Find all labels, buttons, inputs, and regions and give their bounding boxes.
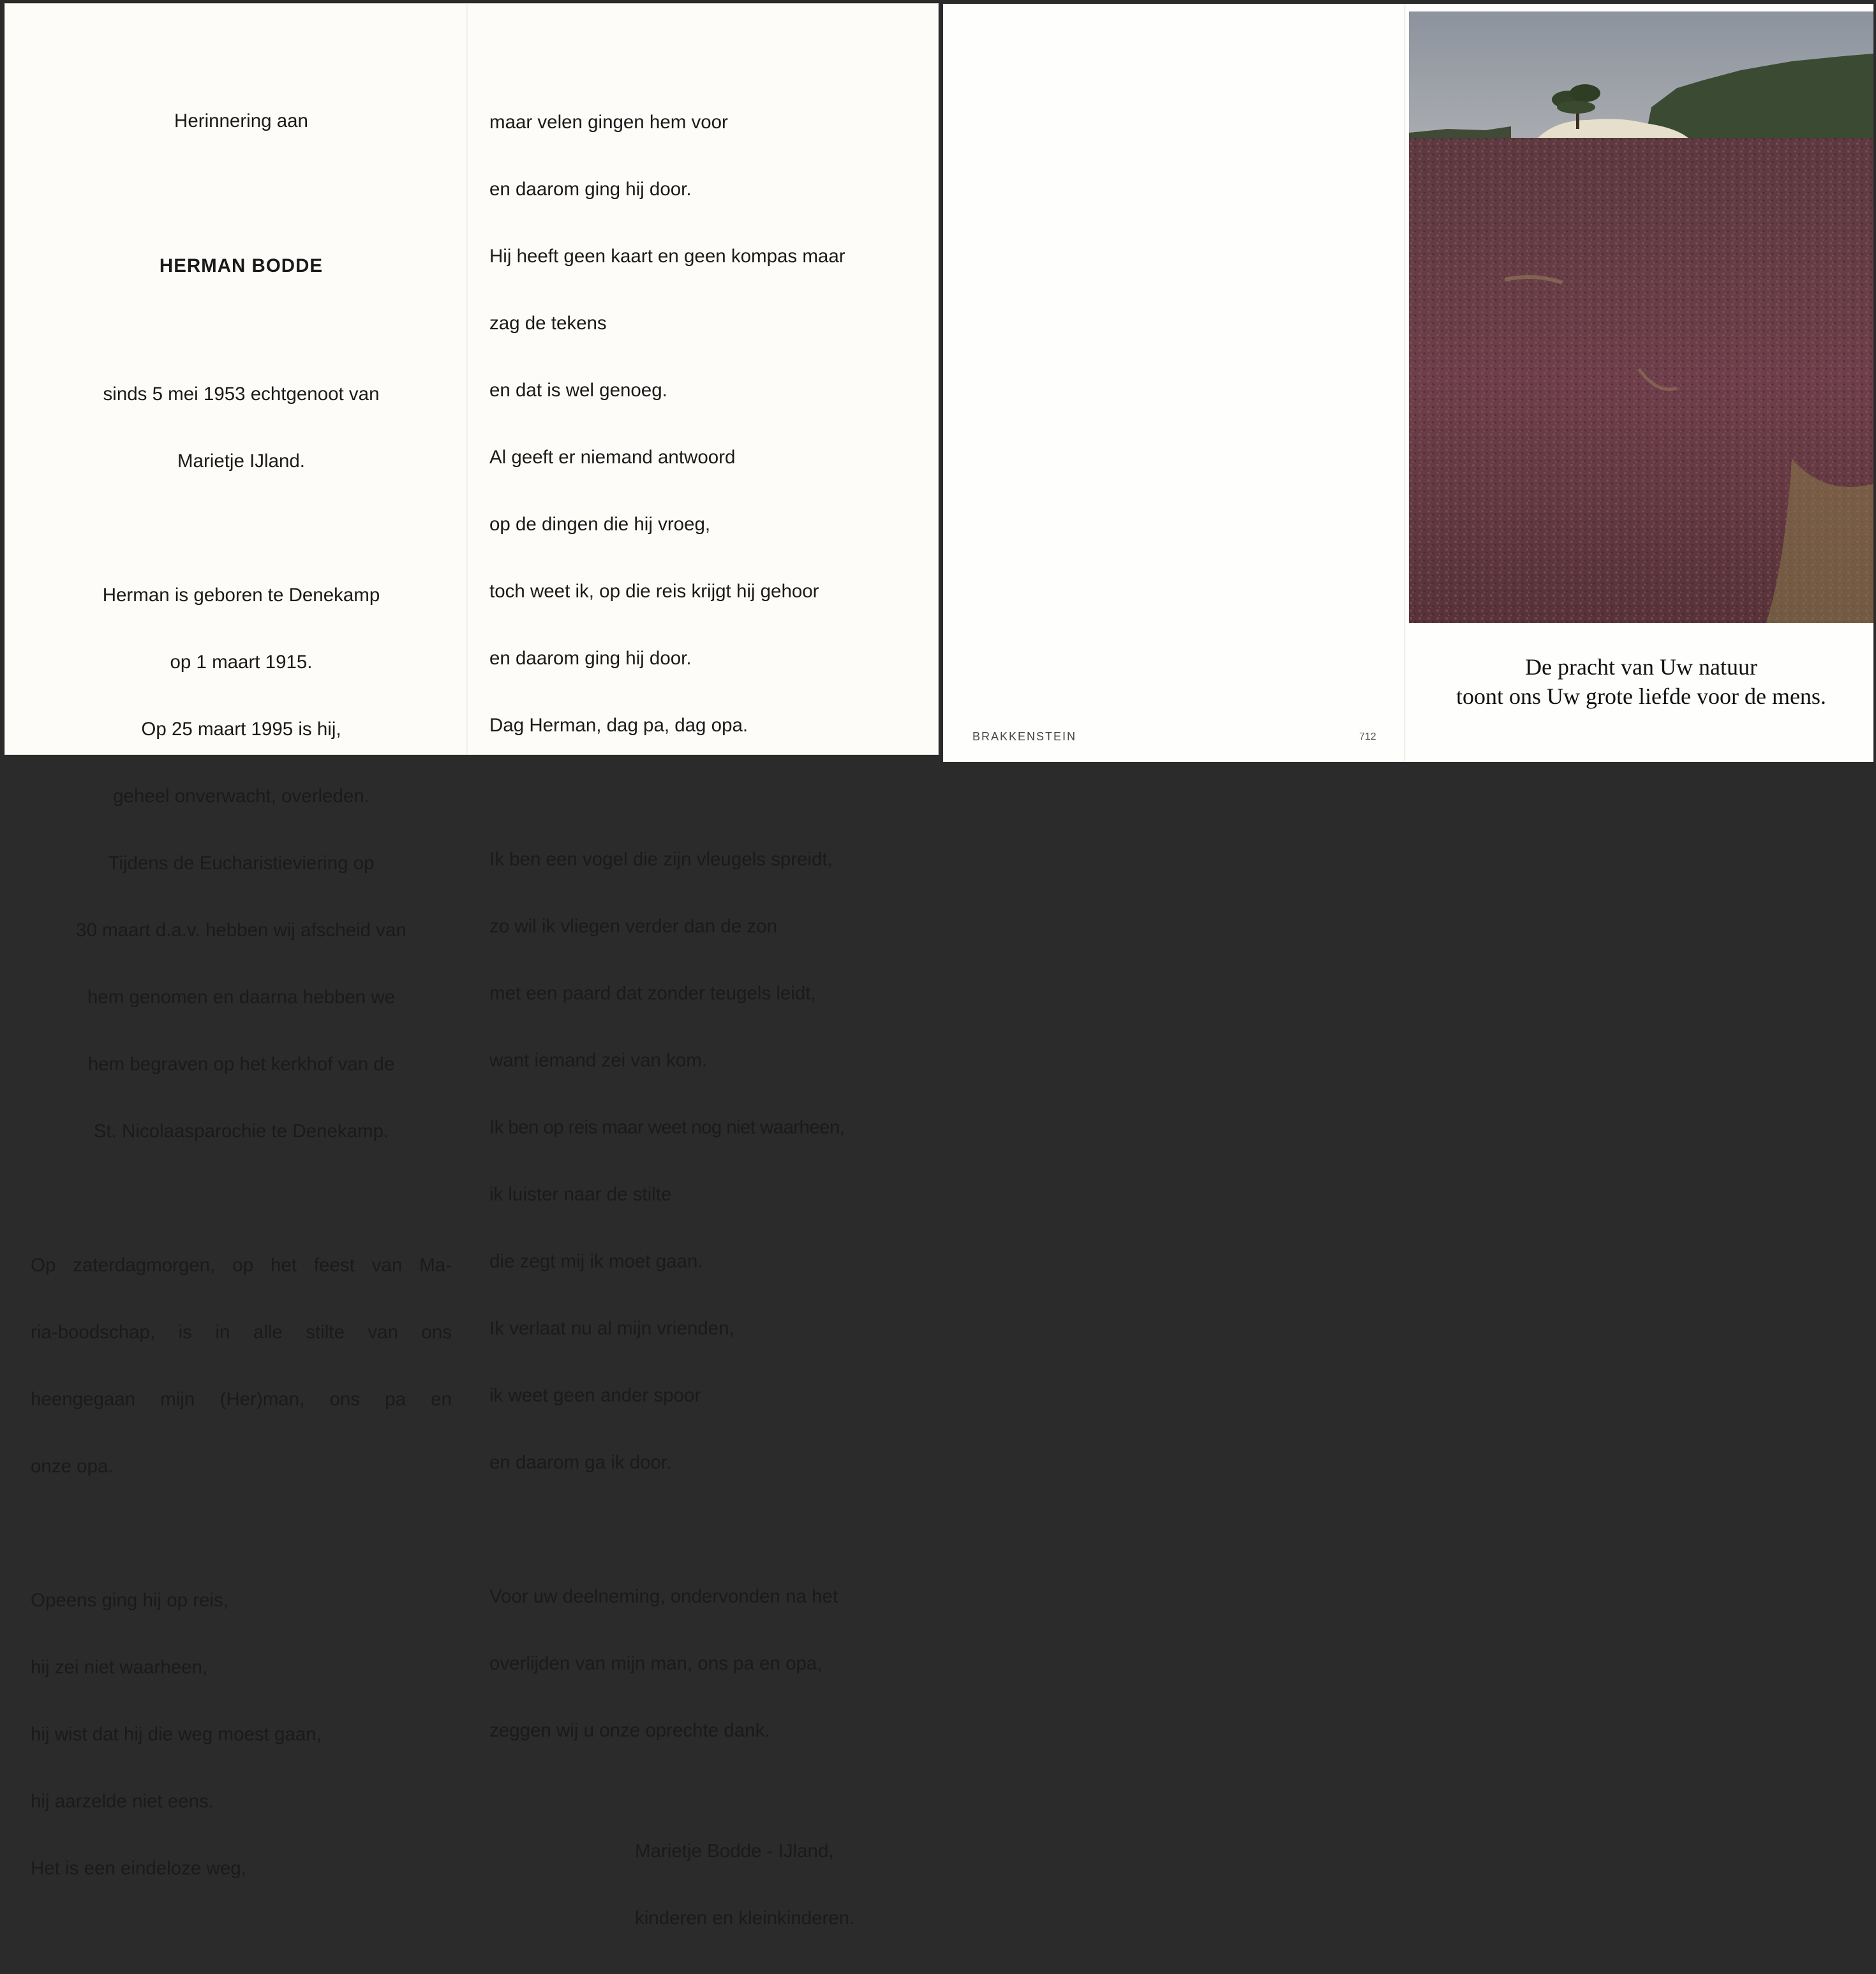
- heathland-photo-illustration: [1409, 11, 1873, 623]
- poem-line: Al geeft er niemand antwoord: [489, 447, 736, 468]
- poem-line: Hij heeft geen kaart en geen kompas maar: [489, 246, 845, 267]
- card-code: 712: [1359, 731, 1376, 742]
- signature-line: Marietje Bodde - IJland,: [635, 1841, 834, 1862]
- poem-line: Ik ben een vogel die zijn vleugels spreidt,: [489, 849, 833, 870]
- bio-line: Op 25 maart 1995 is hij,: [141, 719, 341, 740]
- thanks-line: overlijden van mijn man, ons pa en opa,: [489, 1653, 823, 1674]
- poem-line: en dat is wel genoeg.: [489, 380, 667, 401]
- poem-line: Het is een eindeloze weg,: [31, 1858, 246, 1879]
- bio-line: geheel onverwacht, overleden.: [113, 786, 369, 807]
- deceased-name: HERMAN BODDE: [159, 255, 324, 276]
- poem-line: en daarom ging hij door.: [489, 648, 692, 669]
- poem-line: maar velen gingen hem voor: [489, 112, 728, 133]
- poem-line: die zegt mij ik moet gaan.: [489, 1251, 703, 1272]
- poem-line: hij wist dat hij die weg moest gaan,: [31, 1724, 322, 1745]
- poem-line: want iemand zei van kom.: [489, 1050, 708, 1071]
- left-column: [31, 65, 452, 1924]
- announcement-line: ria-boodschap, is in alle stilte van ons: [31, 1322, 452, 1343]
- spouse-line: Marietje IJland.: [177, 451, 306, 472]
- poem-line: toch weet ik, op die reis krijgt hij gehoor: [489, 581, 819, 602]
- announcement-line: heengegaan mijn (Her)man, ons pa en: [31, 1389, 452, 1410]
- poem-line: Opeens ging hij op reis,: [31, 1590, 228, 1611]
- poem-line: en daarom ging hij door.: [489, 179, 692, 200]
- poem-line: Dag Herman, dag pa, dag opa.: [489, 715, 748, 736]
- bio-line: hem begraven op het kerkhof van de: [87, 1054, 395, 1075]
- poem-line: zo wil ik vliegen verder dan de zon: [489, 916, 777, 937]
- bio-line: 30 maart d.a.v. hebben wij afscheid van: [76, 920, 406, 941]
- publisher-mark: BRAKKENSTEIN: [972, 730, 1077, 743]
- announcement-line: onze opa.: [31, 1456, 114, 1477]
- spouse-line: sinds 5 mei 1953 echtgenoot van: [103, 384, 380, 405]
- announcement-line: Op zaterdagmorgen, op het feest van Ma-: [31, 1255, 452, 1276]
- bio-line: hem genomen en daarna hebben we: [87, 987, 396, 1008]
- photo-caption: [1409, 652, 1873, 711]
- bio-line: op 1 maart 1915.: [170, 652, 313, 673]
- bio-line: St. Nicolaasparochie te Denekamp.: [93, 1121, 389, 1142]
- memorial-card-inside: [5, 4, 938, 1929]
- poem-line: hij aarzelde niet eens.: [31, 1791, 214, 1812]
- heading: Herinnering aan: [174, 110, 308, 131]
- poem-line: ik luister naar de stilte: [489, 1184, 672, 1205]
- right-column: [489, 66, 923, 1974]
- fold-line: [466, 4, 468, 754]
- memorial-card-outside: [943, 4, 1873, 762]
- poem-line: hij zei niet waarheen,: [31, 1657, 208, 1678]
- bio-line: Herman is geboren te Denekamp: [102, 585, 380, 606]
- thanks-line: Voor uw deelneming, ondervonden na het: [489, 1586, 838, 1607]
- poem-line: ik weet geen ander spoor: [489, 1385, 701, 1406]
- thanks-line: zeggen wij u onze oprechte dank.: [489, 1720, 770, 1741]
- caption-line: toont ons Uw grote liefde voor de mens.: [1456, 684, 1826, 709]
- caption-line: De pracht van Uw natuur: [1525, 654, 1757, 680]
- fold-line: [1404, 4, 1406, 762]
- poem-line: zag de tekens: [489, 313, 607, 334]
- bio-line: Tijdens de Eucharistieviering op: [108, 853, 375, 874]
- poem-line: Ik verlaat nu al mijn vrienden,: [489, 1318, 734, 1339]
- signature-line: kinderen en kleinkinderen.: [635, 1908, 855, 1929]
- poem-line: op de dingen die hij vroeg,: [489, 514, 711, 535]
- poem-line: met een paard dat zonder teugels leidt,: [489, 983, 816, 1004]
- heathland-photo: [1409, 11, 1873, 623]
- poem-line: Ik ben op reis maar weet nog niet waarheen,: [489, 1117, 845, 1138]
- poem-line: en daarom ga ik door.: [489, 1452, 672, 1473]
